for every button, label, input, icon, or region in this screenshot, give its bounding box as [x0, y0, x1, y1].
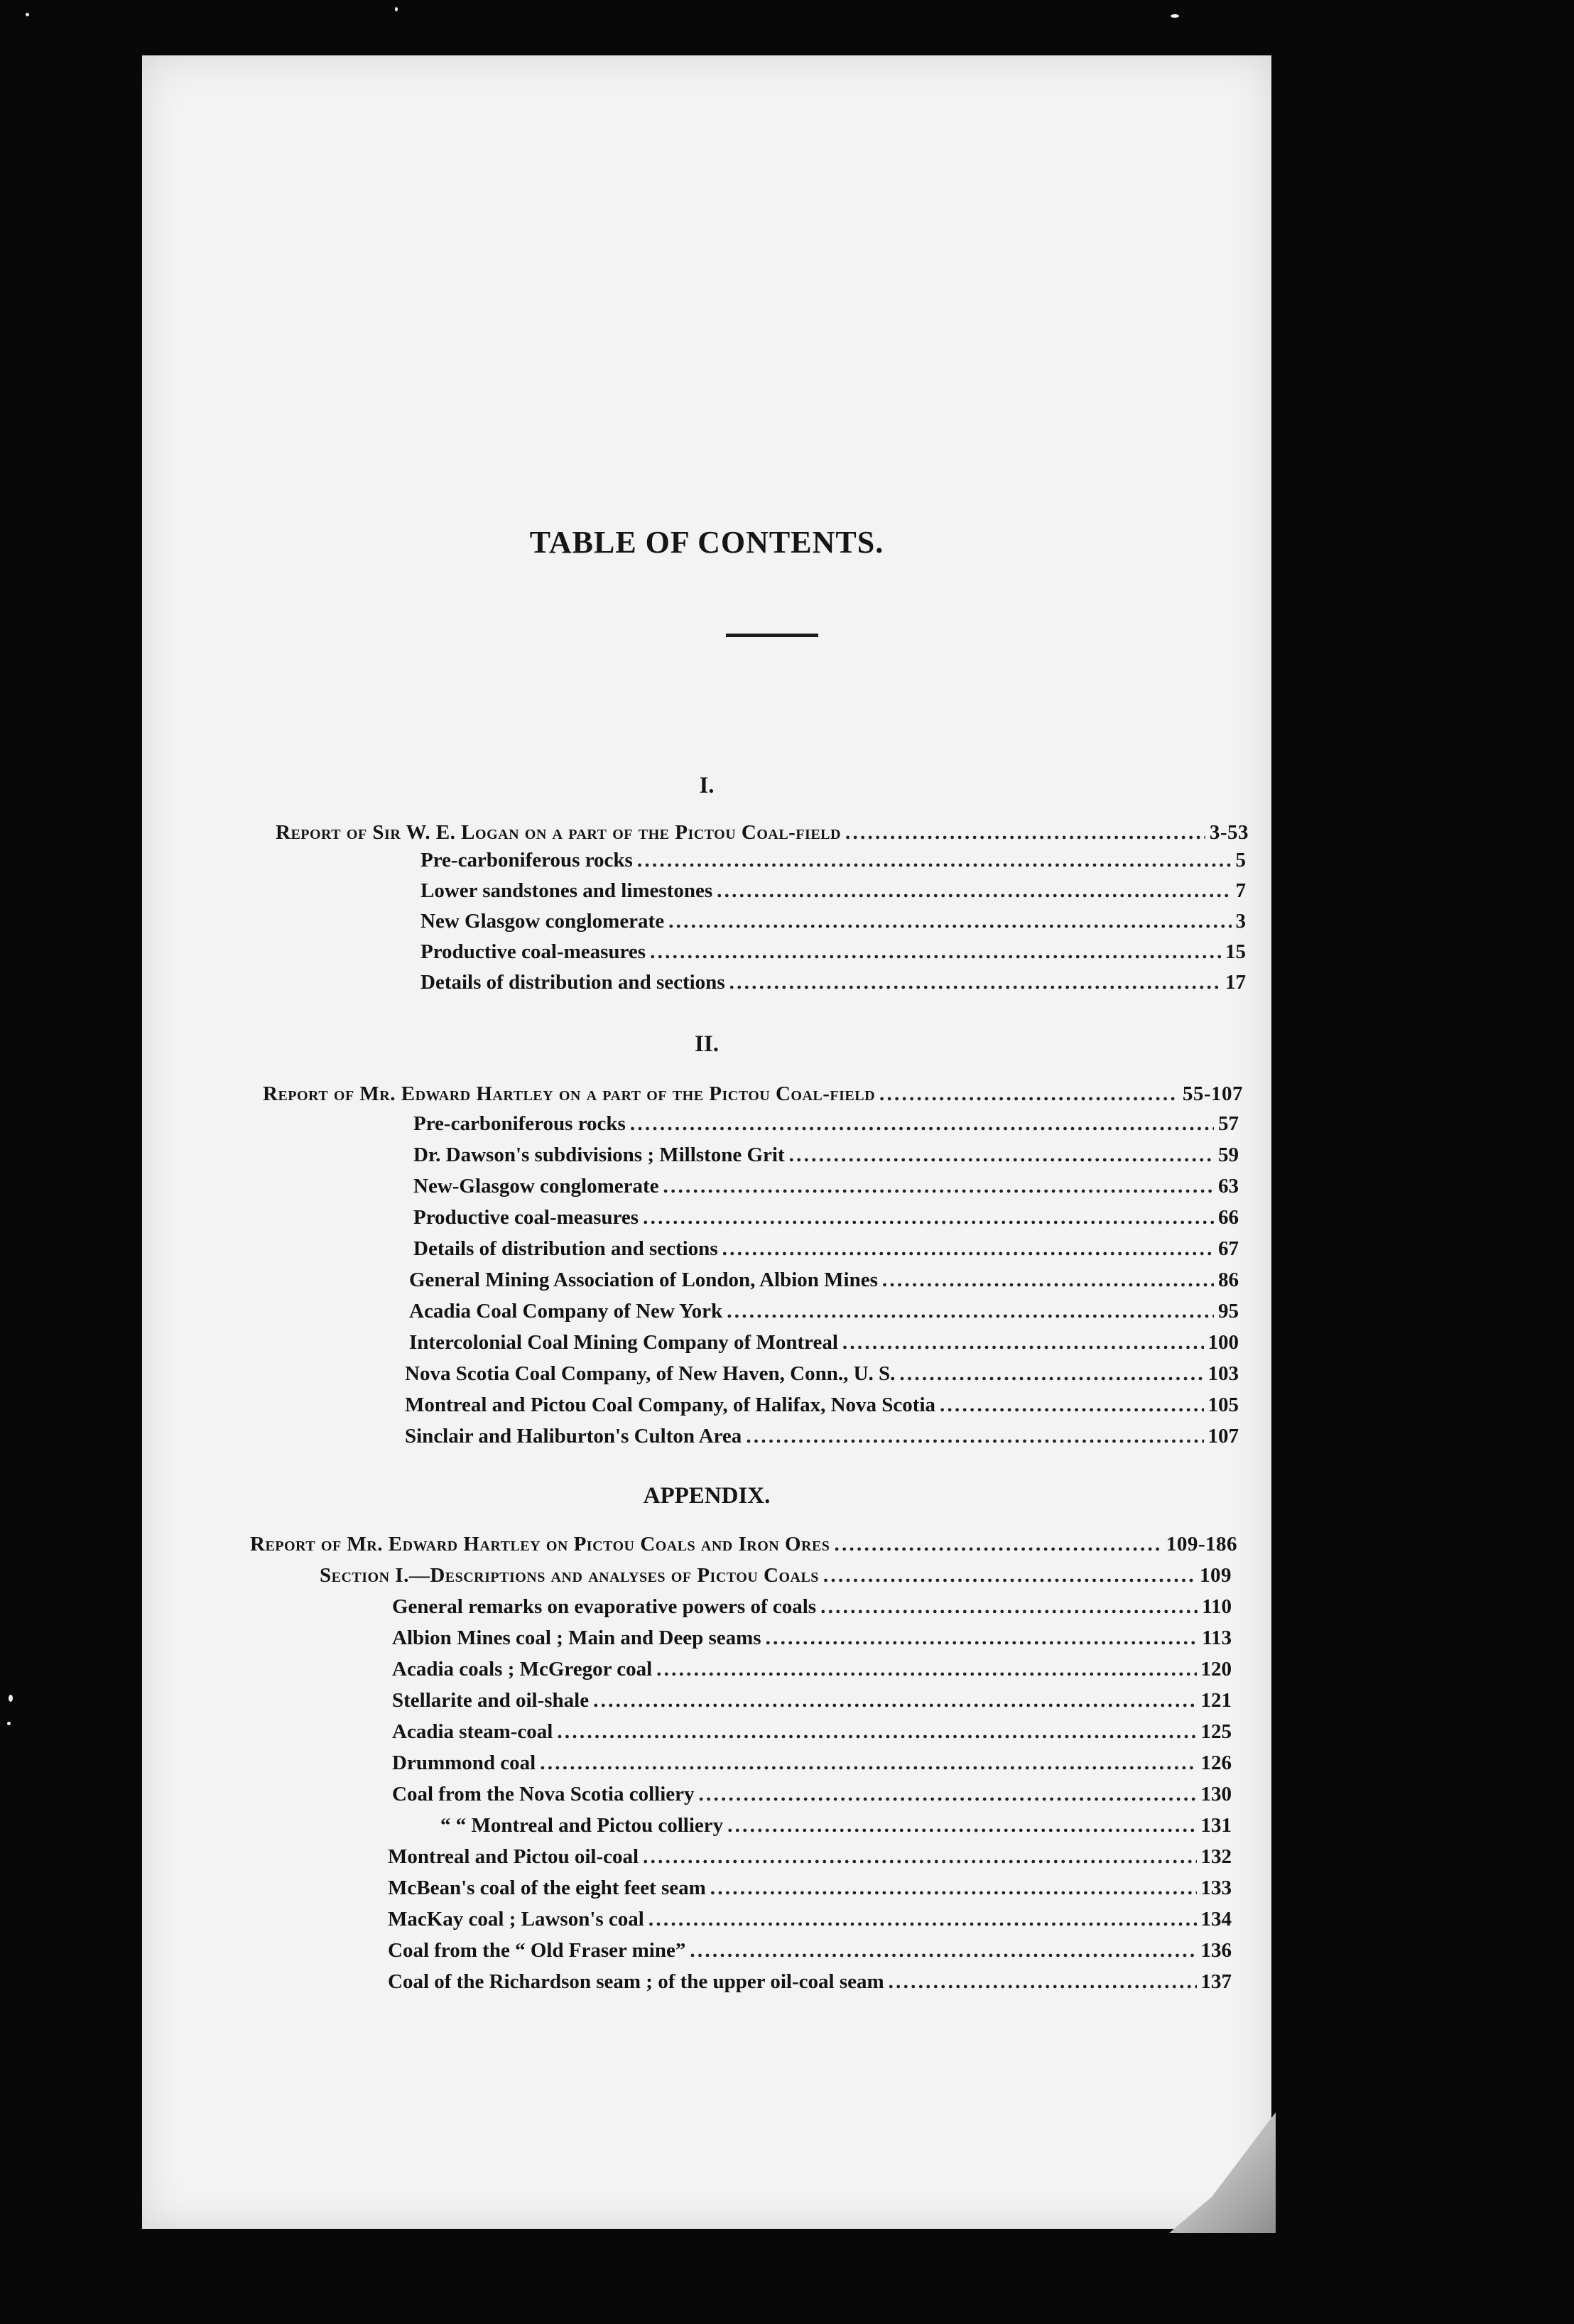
toc-label: Sinclair and Haliburton's Culton Area [405, 1425, 742, 1448]
toc-label: Nova Scotia Coal Company, of New Haven, Conn., U. S. [405, 1362, 896, 1385]
toc-entry [409, 1300, 1239, 1323]
toc-label: Coal from the “ Old Fraser mine” [388, 1939, 686, 1962]
toc-label: Report of Mr. Edward Hartley on Pictou Coals and Iron Ores [250, 1533, 830, 1555]
toc-label: Details of distribution and sections [420, 971, 725, 994]
toc-entry [392, 1783, 1232, 1806]
toc-label: Lower sandstones and limestones [420, 879, 713, 902]
toc-page-number: 17 [1225, 971, 1246, 994]
appendix-title: APPENDIX. [643, 1483, 771, 1509]
toc-page-number: 137 [1200, 1970, 1232, 1993]
toc-label: Productive coal-measures [420, 940, 646, 963]
part-numeral-2: II. [695, 1031, 719, 1057]
dot-leader [789, 1144, 1214, 1167]
toc-page-number: 133 [1200, 1877, 1232, 1899]
toc-entry [392, 1720, 1232, 1744]
toc-heading [263, 1082, 1243, 1106]
toc-label: New-Glasgow conglomerate [413, 1175, 659, 1198]
dot-leader [940, 1394, 1203, 1417]
dot-leader [899, 1362, 1203, 1386]
toc-entry [405, 1425, 1239, 1448]
toc-entry [392, 1595, 1232, 1619]
toc-page-number: 67 [1218, 1237, 1239, 1260]
toc-entry [413, 1237, 1239, 1261]
dot-leader [557, 1720, 1196, 1744]
toc-entry [388, 1845, 1232, 1869]
scan-speck [26, 13, 29, 16]
toc-page-number: 113 [1202, 1627, 1232, 1649]
toc-entry [413, 1206, 1239, 1229]
toc-entry [388, 1939, 1232, 1962]
toc-entry [409, 1269, 1239, 1292]
toc-heading [276, 821, 1249, 845]
toc-entry [420, 940, 1246, 964]
toc-entry [392, 1658, 1232, 1681]
toc-label: Coal of the Richardson seam ; of the upper oil-coal seam [388, 1970, 884, 1993]
toc-label: New Glasgow conglomerate [420, 910, 665, 933]
dot-leader [668, 910, 1231, 933]
toc-page-number: 100 [1207, 1331, 1239, 1354]
toc-page-number: 110 [1202, 1595, 1232, 1618]
dot-leader [834, 1533, 1161, 1556]
toc-label: Report of Sir W. E. Logan on a part of the Pictou Coal-field [276, 821, 841, 844]
toc-page-number: 120 [1200, 1658, 1232, 1680]
toc-label: Pre-carboniferous rocks [413, 1112, 626, 1135]
toc-page-number: 95 [1218, 1300, 1239, 1323]
toc-entry [388, 1970, 1232, 1994]
toc-label: Dr. Dawson's subdivisions ; Millstone Grit [413, 1144, 785, 1166]
toc-label: Acadia Coal Company of New York [409, 1300, 723, 1323]
toc-page-number: 134 [1200, 1908, 1232, 1931]
toc-page-number: 107 [1207, 1425, 1239, 1448]
dot-leader [593, 1689, 1196, 1712]
page-title: TABLE OF CONTENTS. [529, 525, 884, 560]
toc-label: Details of distribution and sections [413, 1237, 718, 1260]
dot-leader [889, 1970, 1197, 1994]
toc-page-number: 130 [1200, 1783, 1232, 1806]
toc-entry [420, 849, 1246, 872]
toc-entry [388, 1877, 1232, 1900]
toc-page-number: 66 [1218, 1206, 1239, 1229]
toc-page-number: 3-53 [1209, 821, 1249, 844]
toc-label: Coal from the Nova Scotia colliery [392, 1783, 695, 1806]
dot-leader [820, 1595, 1198, 1619]
dot-leader [766, 1627, 1198, 1650]
toc-entry [405, 1362, 1239, 1386]
toc-page-number: 136 [1200, 1939, 1232, 1962]
toc-page-number: 131 [1200, 1814, 1232, 1837]
toc-label: “ “ Montreal and Pictou colliery [440, 1814, 724, 1837]
toc-entry [413, 1144, 1239, 1167]
toc-heading [250, 1533, 1237, 1556]
toc-page-number: 105 [1207, 1394, 1239, 1416]
toc-entry [413, 1175, 1239, 1198]
toc-page-number: 86 [1218, 1269, 1239, 1291]
scan-speck [9, 1695, 13, 1702]
toc-label: Albion Mines coal ; Main and Deep seams [392, 1627, 761, 1649]
toc-page-number: 121 [1200, 1689, 1232, 1712]
toc-entry [392, 1752, 1232, 1775]
dot-leader [630, 1112, 1214, 1136]
toc-page-number: 59 [1218, 1144, 1239, 1166]
toc-section-heading [320, 1564, 1232, 1587]
toc-page-number: 63 [1218, 1175, 1239, 1198]
toc-page-number: 103 [1207, 1362, 1239, 1385]
dot-leader [643, 1206, 1214, 1229]
toc-page-number: 109 [1200, 1564, 1232, 1587]
dot-leader [656, 1658, 1196, 1681]
toc-label: Pre-carboniferous rocks [420, 849, 633, 872]
toc-label: Montreal and Pictou oil-coal [388, 1845, 639, 1868]
toc-label: Report of Mr. Edward Hartley on a part of the Pictou Coal-field [263, 1082, 876, 1105]
dot-leader [823, 1564, 1195, 1587]
dot-leader [746, 1425, 1203, 1448]
toc-entry [420, 971, 1246, 994]
toc-entry [420, 910, 1246, 933]
toc-label: MacKay coal ; Lawson's coal [388, 1908, 644, 1931]
dot-leader [643, 1845, 1196, 1869]
dot-leader [727, 1814, 1196, 1837]
toc-label: General remarks on evaporative powers of coals [392, 1595, 817, 1618]
toc-label: Acadia coals ; McGregor coal [392, 1658, 653, 1680]
toc-label: McBean's coal of the eight feet seam [388, 1877, 706, 1899]
toc-page-number: 15 [1225, 940, 1246, 963]
toc-label: Section I.—Descriptions and analyses of Pictou Coals [320, 1564, 819, 1587]
toc-entry [405, 1394, 1239, 1417]
dot-leader [648, 1908, 1197, 1931]
title-rule [726, 634, 818, 637]
dot-leader [637, 849, 1232, 872]
dot-leader [882, 1269, 1214, 1292]
dot-leader [540, 1752, 1196, 1775]
dot-leader [650, 940, 1221, 964]
toc-page-number: 7 [1235, 879, 1246, 902]
page-corner-curl [1169, 2112, 1276, 2233]
toc-page-number: 109-186 [1166, 1533, 1237, 1555]
part-numeral-1: I. [699, 773, 715, 798]
toc-page-number: 55-107 [1182, 1082, 1243, 1105]
dot-leader [842, 1331, 1204, 1354]
dot-leader [690, 1939, 1196, 1962]
toc-entry [388, 1908, 1232, 1931]
toc-page-number: 125 [1200, 1720, 1232, 1743]
toc-page-number: 3 [1235, 910, 1246, 933]
toc-page-number: 5 [1235, 849, 1246, 872]
dot-leader [729, 971, 1221, 994]
dot-leader [699, 1783, 1197, 1806]
toc-page-number: 132 [1200, 1845, 1232, 1868]
scan-speck [395, 7, 398, 11]
toc-label: Intercolonial Coal Mining Company of Montreal [409, 1331, 838, 1354]
scan-speck [7, 1722, 11, 1725]
dot-leader [710, 1877, 1197, 1900]
dot-leader [663, 1175, 1215, 1198]
toc-label: Productive coal-measures [413, 1206, 639, 1229]
scanned-page [142, 55, 1271, 2229]
toc-page-number: 126 [1200, 1752, 1232, 1774]
toc-label: Montreal and Pictou Coal Company, of Halifax, Nova Scotia [405, 1394, 936, 1416]
dot-leader [717, 879, 1231, 903]
toc-label: Acadia steam-coal [392, 1720, 553, 1743]
toc-entry [392, 1689, 1232, 1712]
toc-entry [409, 1331, 1239, 1354]
dot-leader [727, 1300, 1214, 1323]
toc-entry [413, 1112, 1239, 1136]
toc-label: General Mining Association of London, Albion Mines [409, 1269, 878, 1291]
dot-leader [845, 821, 1205, 845]
toc-page-number: 57 [1218, 1112, 1239, 1135]
toc-entry [420, 879, 1246, 903]
toc-label: Stellarite and oil-shale [392, 1689, 590, 1712]
toc-label: Drummond coal [392, 1752, 536, 1774]
dot-leader [879, 1082, 1178, 1106]
toc-entry [440, 1814, 1232, 1837]
scan-speck [1171, 14, 1179, 18]
toc-entry [392, 1627, 1232, 1650]
dot-leader [722, 1237, 1214, 1261]
